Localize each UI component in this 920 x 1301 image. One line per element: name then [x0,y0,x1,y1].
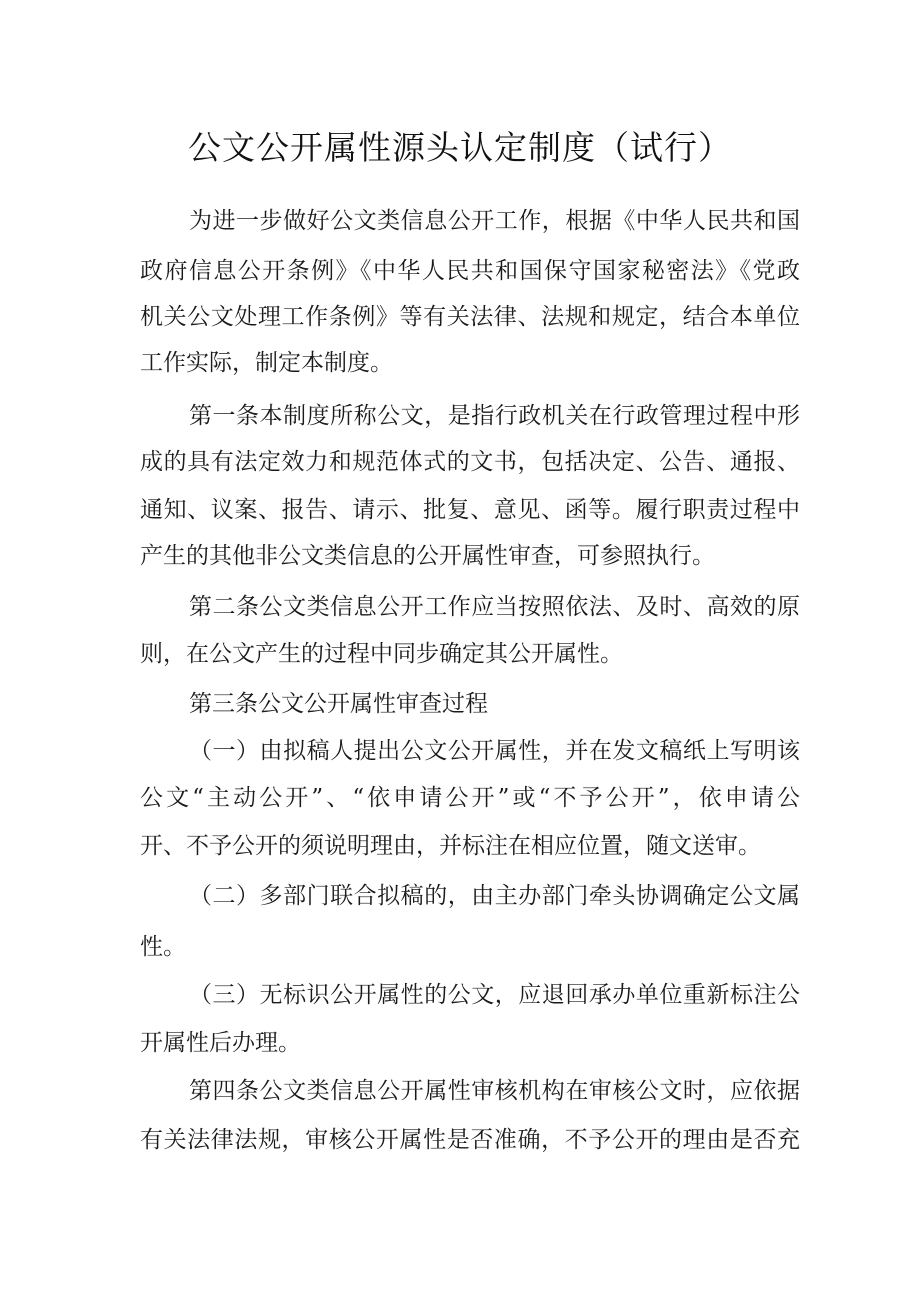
paragraph-line: 则，在公文产生的过程中同步确定其公开属性。 [140,641,623,667]
paragraph-line: 产生的其他非公文类信息的公开属性审查，可参照执行。 [140,543,715,569]
paragraph-line: 有关法律法规，审核公开属性是否准确，不予公开的理由是否充 [140,1127,800,1153]
paragraph-line: 通知、议案、报告、请示、批复、意见、函等。履行职责过程中 [140,497,800,523]
paragraph-line: 为进一步做好公文类信息公开工作，根据《中华人民共和国 [189,208,800,234]
paragraph-line: （二）多部门联合拟稿的，由主办部门牵头协调确定公文属 [189,883,800,909]
document-title: 公文公开属性源头认定制度（试行） [188,128,732,167]
paragraph-line: 第一条本制度所称公文，是指行政机关在行政管理过程中形 [189,403,800,429]
paragraph-line: 成的具有法定效力和规范体式的文书，包括决定、公告、通报、 [140,449,800,475]
paragraph-line: 机关公文处理工作条例》等有关法律、法规和规定，结合本单位 [140,304,800,330]
paragraph-line: 第二条公文类信息公开工作应当按照依法、及时、高效的原 [189,594,800,620]
paragraph-line: 性。 [140,934,186,960]
paragraph-line: （一）由拟稿人提出公文公开属性，并在发文稿纸上写明该 [189,738,800,764]
paragraph-line: 公文“主动公开”、“依申请公开”或“不予公开”，依申请公 [140,785,800,811]
paragraph-line: 第四条公文类信息公开属性审核机构在审核公文时，应依据 [189,1078,800,1104]
paragraph-line: 开属性后办理。 [140,1030,301,1056]
paragraph-line: 政府信息公开条例》《中华人民共和国保守国家秘密法》《党政 [140,258,800,284]
paragraph-line: 第三条公文公开属性审查过程 [189,691,488,717]
paragraph-line: 工作实际，制定本制度。 [140,350,393,376]
paragraph-line: 开、不予公开的须说明理由，并标注在相应位置，随文送审。 [140,833,761,859]
paragraph-line: （三）无标识公开属性的公文，应退回承办单位重新标注公 [189,982,800,1008]
